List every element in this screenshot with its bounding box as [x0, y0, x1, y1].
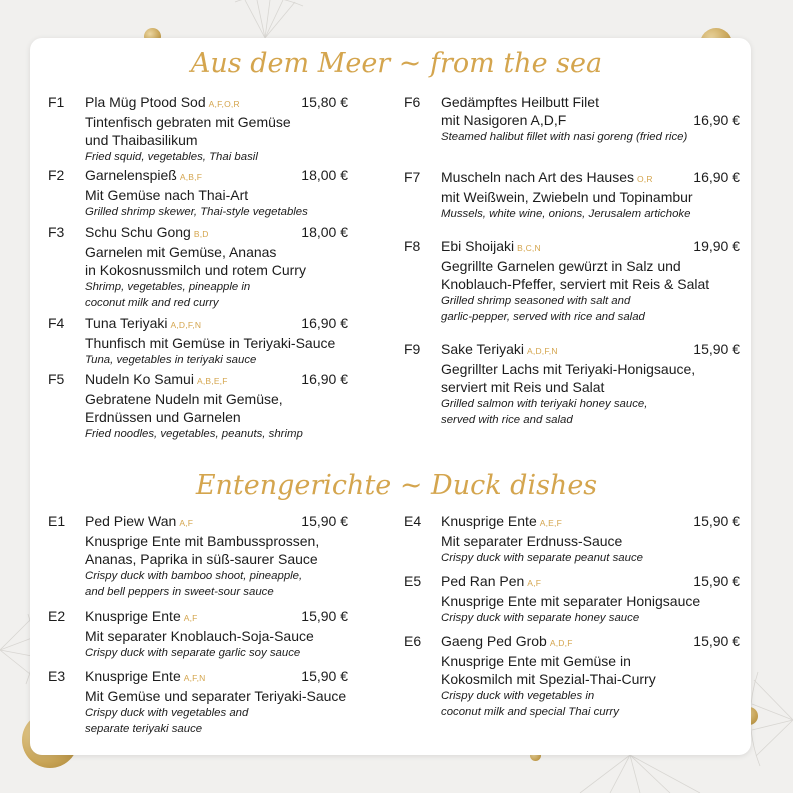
section-title-duck: Entengerichte ~ Duck dishes — [195, 470, 598, 501]
item-allergens: A,B,F — [179, 172, 203, 182]
menu-item-e2 — [48, 607, 348, 661]
item-desc-en: Crispy duck with bamboo shoot, pineapple, — [85, 570, 303, 582]
item-code: F2 — [48, 167, 65, 183]
item-price: 18,00 € — [301, 167, 348, 183]
item-desc-de: Kokosmilch mit Spezial-Thai-Curry — [441, 671, 656, 687]
item-allergens: A,B,E,F — [196, 376, 228, 386]
item-name: Pla Müg Ptood Sod — [85, 94, 206, 110]
menu-item-f6 — [404, 93, 740, 145]
item-price: 18,00 € — [301, 224, 348, 240]
item-desc-en: Fried noodles, vegetables, peanuts, shrimp — [85, 428, 303, 440]
item-desc-de: Knoblauch-Pfeffer, serviert mit Reis & Salat — [441, 276, 710, 292]
item-name: Tuna Teriyaki — [85, 315, 168, 331]
menu-item-f1 — [48, 93, 348, 165]
item-price: 15,80 € — [301, 94, 348, 110]
item-desc-en: Crispy duck with vegetables and — [85, 707, 249, 719]
item-code: E5 — [404, 573, 422, 589]
item-name: Knusprige Ente — [441, 513, 537, 529]
item-code: E4 — [404, 513, 422, 529]
item-desc-en: separate teriyaki sauce — [85, 723, 203, 735]
item-name: Gaeng Ped Grob — [441, 633, 547, 649]
item-name: Ebi Shoijaki — [441, 238, 515, 254]
item-desc-de: Knusprige Ente mit Bambussprossen, — [85, 533, 320, 549]
item-price: 15,90 € — [693, 573, 740, 589]
item-desc-de: mit Nasigoren A,D,F — [441, 112, 567, 128]
item-code: E1 — [48, 513, 66, 529]
item-name: Ped Ran Pen — [441, 573, 525, 589]
item-desc-en: and bell peppers in sweet-sour sauce — [85, 586, 274, 598]
menu-item-f5 — [48, 370, 348, 442]
item-desc-de: serviert mit Reis und Salat — [441, 379, 605, 395]
menu-item-f3 — [48, 223, 348, 311]
item-code: F4 — [48, 315, 65, 331]
item-price: 15,90 € — [693, 341, 740, 357]
item-price: 16,90 € — [301, 315, 348, 331]
menu-item-e6 — [404, 632, 740, 720]
item-desc-de: Gegrillte Garnelen gewürzt in Salz und — [441, 258, 681, 274]
item-code: F8 — [404, 238, 421, 254]
item-desc-en: Grilled shrimp seasoned with salt and — [441, 295, 631, 307]
item-price: 16,90 € — [693, 112, 740, 128]
item-name: Schu Schu Gong — [85, 224, 191, 240]
item-allergens: A,F — [179, 518, 194, 528]
item-desc-en: coconut milk and red curry — [85, 297, 219, 309]
ginkgo-leaf-icon — [215, 0, 315, 40]
item-allergens: A,D,F,N — [527, 346, 558, 356]
item-desc-de: Erdnüssen und Garnelen — [85, 409, 241, 425]
item-desc-en: garlic-pepper, served with rice and salad — [441, 311, 645, 323]
item-name: Nudeln Ko Samui — [85, 371, 194, 387]
item-desc-de: Mit separater Erdnuss-Sauce — [441, 533, 623, 549]
item-code: F9 — [404, 341, 421, 357]
item-allergens: A,D,F,N — [170, 320, 202, 330]
menu-item-f8 — [404, 237, 740, 325]
item-desc-de: Ananas, Paprika in süß-saurer Sauce — [85, 551, 318, 567]
item-desc-de: und Thaibasilikum — [85, 132, 198, 148]
ginkgo-leaf-icon — [0, 600, 34, 700]
item-name: Muscheln nach Art des Hauses — [441, 169, 634, 185]
item-desc-en: served with rice and salad — [441, 414, 573, 426]
menu-item-e4 — [404, 512, 740, 566]
item-code: F7 — [404, 169, 421, 185]
item-allergens: A,F,O,R — [208, 99, 240, 109]
item-name: Ped Piew Wan — [85, 513, 177, 529]
item-price: 19,90 € — [693, 238, 740, 254]
item-desc-en: Grilled shrimp skewer, Thai-style vegetables — [85, 206, 308, 218]
item-name: Gedämpftes Heilbutt Filet — [441, 94, 599, 110]
item-name: Garnelenspieß — [85, 167, 177, 183]
item-code: E2 — [48, 608, 66, 624]
section-title-sea: Aus dem Meer ~ from the sea — [190, 48, 603, 79]
item-allergens: O,R — [637, 174, 653, 184]
ginkgo-leaf-icon — [540, 755, 720, 793]
item-code: F3 — [48, 224, 65, 240]
item-desc-en: Mussels, white wine, onions, Jerusalem artichoke — [441, 208, 691, 220]
item-allergens: A,F — [183, 613, 198, 623]
item-code: E6 — [404, 633, 422, 649]
item-desc-de: in Kokosnussmilch und rotem Curry — [85, 262, 306, 278]
item-desc-de: mit Weißwein, Zwiebeln und Topinambur — [441, 189, 693, 205]
item-desc-de: Knusprige Ente mit Gemüse in — [441, 653, 631, 669]
menu-item-e1 — [48, 512, 348, 600]
item-price: 15,90 € — [301, 513, 348, 529]
item-desc-de: Mit Gemüse nach Thai-Art — [85, 187, 249, 203]
item-desc-en: Crispy duck with separate peanut sauce — [441, 552, 643, 564]
item-price: 15,90 € — [693, 513, 740, 529]
item-allergens: A,F,N — [183, 673, 206, 683]
item-desc-en: Tuna, vegetables in teriyaki sauce — [85, 354, 257, 366]
item-code: F6 — [404, 94, 421, 110]
item-price: 15,90 € — [301, 608, 348, 624]
item-desc-de: Gebratene Nudeln mit Gemüse, — [85, 391, 283, 407]
item-price: 15,90 € — [301, 668, 348, 684]
item-desc-en: Crispy duck with vegetables in — [441, 690, 595, 702]
item-desc-de: Thunfisch mit Gemüse in Teriyaki-Sauce — [85, 335, 336, 351]
item-desc-de: Garnelen mit Gemüse, Ananas — [85, 244, 277, 260]
menu-item-f9 — [404, 340, 740, 428]
item-code: F1 — [48, 94, 65, 110]
item-desc-de: Mit separater Knoblauch-Soja-Sauce — [85, 628, 314, 644]
item-desc-de: Mit Gemüse und separater Teriyaki-Sauce — [85, 688, 347, 704]
item-allergens: A,E,F — [539, 518, 562, 528]
item-desc-de: Tintenfisch gebraten mit Gemüse — [85, 114, 291, 130]
item-code: F5 — [48, 371, 65, 387]
item-code: E3 — [48, 668, 66, 684]
item-desc-en: Grilled salmon with teriyaki honey sauce, — [441, 398, 648, 410]
item-desc-en: Fried squid, vegetables, Thai basil — [85, 151, 258, 163]
item-name: Knusprige Ente — [85, 668, 181, 684]
menu-item-e3 — [48, 667, 348, 737]
item-desc-en: coconut milk and special Thai curry — [441, 706, 619, 718]
item-desc-en: Shrimp, vegetables, pineapple in — [85, 281, 251, 293]
item-desc-de: Knusprige Ente mit separater Honigsauce — [441, 593, 701, 609]
item-allergens: A,D,F — [549, 638, 573, 648]
item-name: Knusprige Ente — [85, 608, 181, 624]
item-allergens: A,F — [527, 578, 542, 588]
item-desc-de: Gegrillter Lachs mit Teriyaki-Honigsauce, — [441, 361, 696, 377]
item-desc-en: Crispy duck with separate honey sauce — [441, 612, 640, 624]
item-desc-en: Crispy duck with separate garlic soy sauce — [85, 647, 301, 659]
menu-item-f2 — [48, 166, 348, 220]
item-price: 16,90 € — [693, 169, 740, 185]
item-allergens: B,C,N — [517, 243, 541, 253]
item-price: 16,90 € — [301, 371, 348, 387]
menu-item-e5 — [404, 572, 740, 626]
item-allergens: B,D — [193, 229, 209, 239]
item-price: 15,90 € — [693, 633, 740, 649]
menu-item-f4 — [48, 314, 348, 368]
menu-item-f7 — [404, 168, 740, 222]
item-desc-en: Steamed halibut fillet with nasi goreng (fried rice) — [441, 131, 688, 143]
item-name: Sake Teriyaki — [441, 341, 525, 357]
